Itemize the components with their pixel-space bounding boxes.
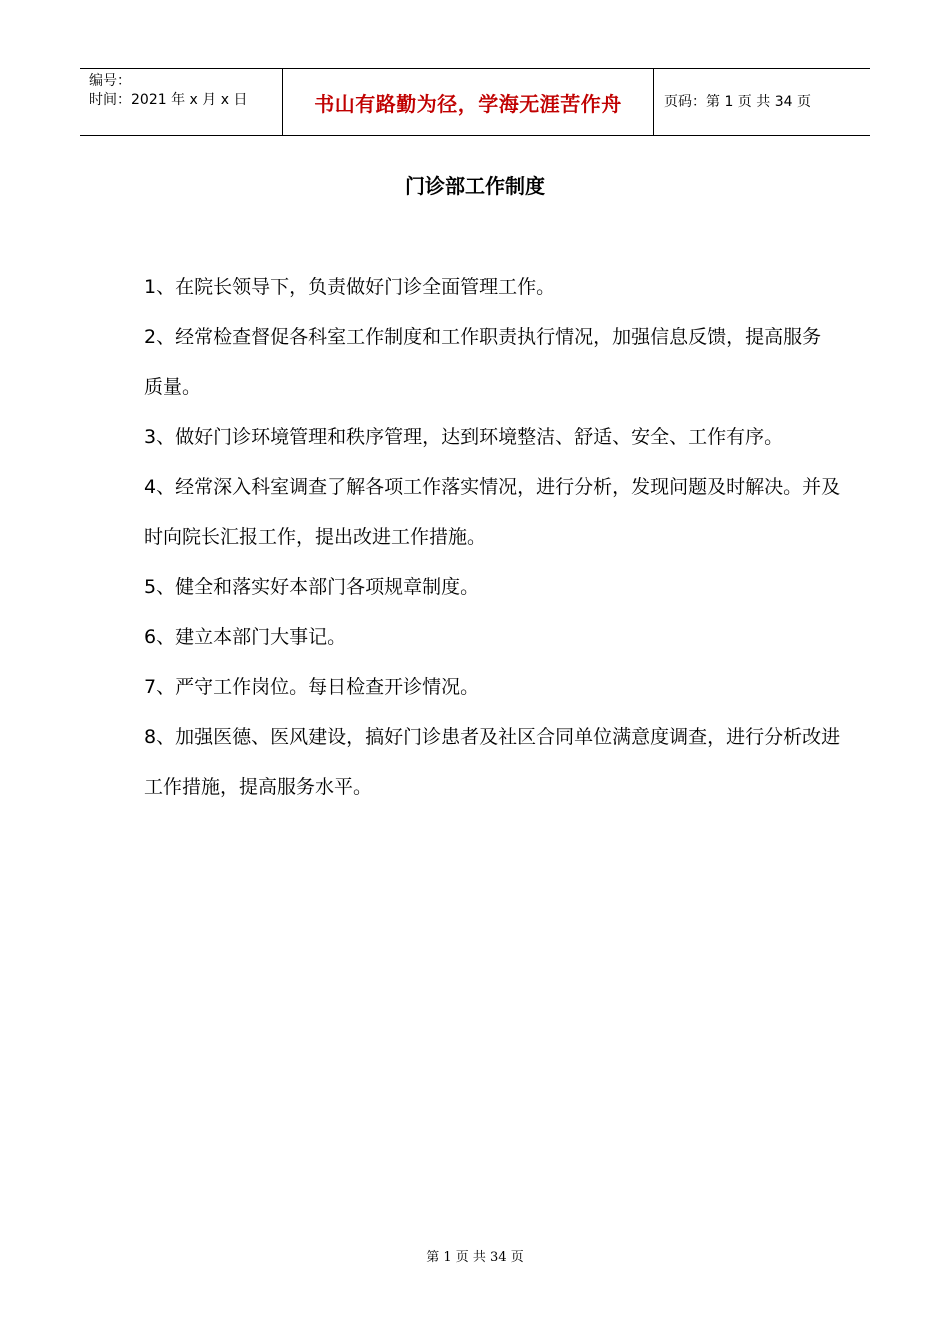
paragraph-3: 3、做好门诊环境管理和秩序管理，达到环境整洁、舒适、安全、工作有序。	[144, 426, 784, 448]
motto-text: 书山有路勤为径，学海无涯苦作舟	[314, 91, 622, 116]
number-label: 编号：	[89, 73, 131, 89]
document-body	[144, 262, 844, 812]
paragraph-2: 2、经常检查督促各科室工作制度和工作职责执行情况，加强信息反馈，提高服务 质量。	[144, 326, 822, 398]
header-page-cell	[654, 69, 870, 135]
header-meta-cell	[80, 69, 282, 135]
time-label: 时间：2021 年 x 月 x 日	[89, 92, 248, 108]
paragraph-4: 4、经常深入科室调查了解各项工作落实情况，进行分析，发现问题及时解决。并及时向院长汇报工作，提出改进工作措施。	[144, 476, 841, 548]
paragraph-5: 5、健全和落实好本部门各项规章制度。	[144, 576, 480, 598]
paragraph-7: 7、严守工作岗位。每日检查开诊情况。	[144, 676, 480, 698]
header-motto-cell	[282, 69, 654, 135]
paragraph-1: 1、在院长领导下，负责做好门诊全面管理工作。	[144, 276, 556, 298]
page-footer: 第 1 页 共 34 页	[426, 1250, 524, 1265]
paragraph-6: 6、建立本部门大事记。	[144, 626, 347, 648]
document-header	[80, 68, 870, 136]
paragraph-8: 8、加强医德、医风建设，搞好门诊患者及社区合同单位满意度调查，进行分析改进工作措施，提高服务水平。	[144, 726, 841, 798]
document-title: 门诊部工作制度	[405, 174, 545, 198]
page-info: 页码：第 1 页 共 34 页	[664, 93, 811, 110]
